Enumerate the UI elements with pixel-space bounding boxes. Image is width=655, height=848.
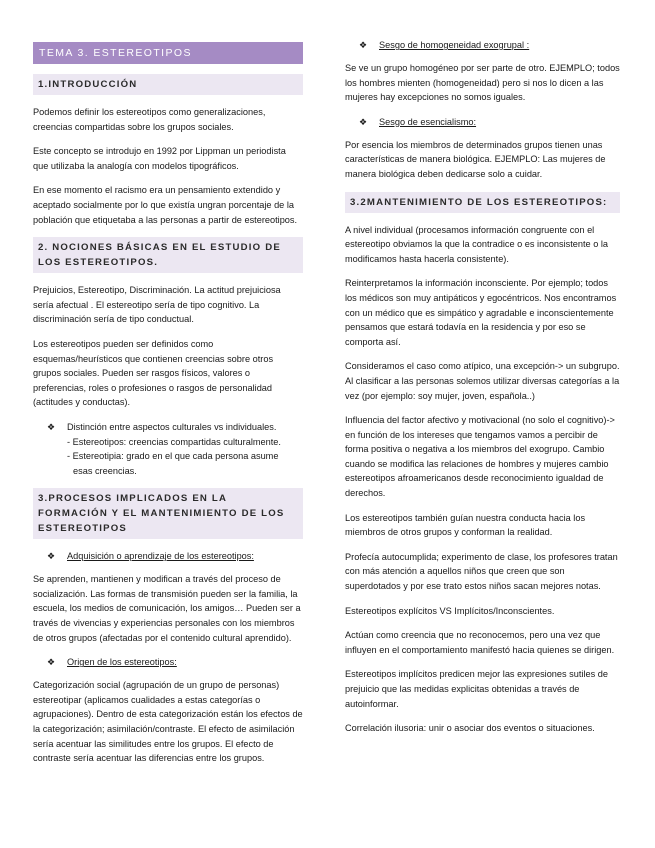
bullet-heading-text: Sesgo de esencialismo: (379, 116, 477, 127)
diamond-bullet-icon: ❖ (359, 40, 368, 50)
paragraph: Podemos definir los estereotipos como generalizaciones, creencias compartidas sobre los grupos sociales. (33, 107, 266, 132)
left-column (33, 42, 303, 776)
bullet-item (33, 420, 303, 478)
bullet-heading (345, 38, 620, 52)
paragraph: Influencia del factor afectivo y motivacional (no solo el cognitivo)-> en función de los intereses que tengamos vamos a percibir de forma positiva o negativa a los miembros del exogrupo. Cambio cuando se modifica las relaciones de hombres y mujeres cambio estereotipos afroamericanos desde reconocimiento igualdad de derechos. (345, 415, 615, 499)
bullet-heading-text: Adquisición o aprendizaje de los estereotipos: (67, 551, 254, 562)
paragraph: Los estereotipos pueden ser definidos como esquemas/heurísticos que contienen creencias sobre otros grupos sociales. Pueden ser rasgos físicos, valores o preferencias, roles o profesiones o rasgos de personalidad (actitudes y conductas). (33, 338, 274, 408)
section-heading-mantenimiento: 3.2MANTENIMIENTO DE LOS ESTEREOTIPOS: (345, 192, 620, 213)
bullet-heading-text: Origen de los estereotipos: (67, 657, 177, 668)
bullet-heading (33, 655, 303, 669)
paragraph: Este concepto se introdujo en 1992 por Lippman un periodista que utilizaba la analogía con modelos tipográficos. (33, 146, 286, 171)
paragraph: A nivel individual (procesamos información congruente con el estereotipo obviamos la que la contradice o es inconsistente o la modificamos hasta hacerla consistente). (345, 224, 609, 264)
paragraph: Categorización social (agrupación de un grupo de personas) estereotipar (aplicamos cualidades a estas categorías o agrupaciones). Dentro de esta categorización están los efectos de la categorización; asimilación/contraste. El efecto de asimilación sería acentuar las similitudes entre los grupos. El efecto de contraste sería acentuar las diferencias entre los grupos. (33, 680, 303, 764)
bullet-line: esas creencias. (73, 465, 137, 476)
paragraph: Estereotipos implícitos predicen mejor las expresiones sutiles de prejuicio que las medidas explicitas obtenidas a través de autoinformar. (345, 669, 608, 709)
paragraph: Reinterpretamos la información inconsciente. Por ejemplo; todos los médicos son muy antipáticos y egocéntricos. Nos encontramos con un médico que es simpático y agradable e inconscientemente pensamos que estará todavía en la residencia y por eso se comporta así. (345, 278, 617, 347)
paragraph: Estereotipos explícitos VS Implícitos/Inconscientes. (345, 605, 555, 616)
paragraph: Profecía autocumplida; experimento de clase, los profesores tratan con más atención a aquellos niños que creen que son superdotados y por ese trato estos niños sacan mejores notas. (345, 551, 618, 592)
diamond-bullet-icon: ❖ (359, 116, 368, 127)
paragraph: Se aprenden, mantienen y modifican a través del proceso de socialización. Las formas de transmisión pueden ser la familia, la escuela, los medios de comunicación, los amigos… Pueden ser a través de vivencias y experiencias personales con los miembros de otros grupos (afectadas por el contenido cultural aprendido). (33, 574, 301, 643)
paragraph: Prejuicios, Estereotipo, Discriminación. La actitud prejuiciosa sería afectual . El estereotipo sería de tipo cognitivo. La discriminación sería de tipo conductual. (33, 285, 281, 325)
paragraph: Consideramos el caso como atípico, una excepción-> un subgrupo. Al clasificar a las personas solemos utilizar diversas categorías a la vez (por ejemplo: soy mujer, joven, española..) (345, 361, 620, 401)
paragraph: Por esencia los miembros de determinados grupos tienen unas características de manera biológica. EJEMPLO: Las mujeres de manera biológica deben dedicarse solo a cuidar. (345, 139, 606, 179)
section-heading-introduccion: 1.INTRODUCCIÓN (33, 74, 303, 95)
bullet-heading (345, 115, 620, 129)
paragraph: Los estereotipos también guían nuestra conducta hacia los miembros de otros grupos y conforman la realidad. (345, 512, 586, 538)
diamond-bullet-icon: ❖ (47, 551, 56, 562)
bullet-heading-text: Sesgo de homogeneidad exogrupal : (379, 40, 530, 50)
section-heading-procesos: 3.PROCESOS IMPLICADOS EN LA FORMACIÓN Y EL MANTENIMIENTO DE LOS ESTEREOTIPOS (33, 488, 303, 539)
paragraph: En ese momento el racismo era un pensamiento extendido y aceptado socialmente por lo que existía ungran porcentaje de la población que etiquetaba a las personas a partir de estereotipos. (33, 185, 298, 225)
document-title: TEMA 3. ESTEREOTIPOS (33, 42, 303, 64)
bullet-line: - Estereotipia: grado en el que cada persona asume (67, 451, 279, 462)
section-heading-nociones: 2. NOCIONES BÁSICAS EN EL ESTUDIO DE LOS ESTEREOTIPOS. (33, 237, 303, 273)
bullet-line: Distinción entre aspectos culturales vs individuales. (67, 421, 277, 432)
paragraph: Correlación ilusoria: unir o asociar dos eventos o situaciones. (345, 723, 595, 734)
paragraph: Se ve un grupo homogéneo por ser parte de otro. EJEMPLO; todos los hombres mienten (homogeneidad) pero si nos lo dicen a las mujeres hay excepciones no somos iguales. (345, 63, 620, 103)
bullet-heading (33, 549, 303, 563)
right-column (345, 38, 620, 746)
bullet-line: - Estereotipos: creencias compartidas culturalmente. (67, 436, 281, 447)
diamond-bullet-icon: ❖ (47, 657, 56, 668)
paragraph: Actúan como creencia que no reconocemos, pero una vez que influyen en el comportamiento manifestó hacia quienes se dirigen. (345, 630, 615, 655)
diamond-bullet-icon: ❖ (47, 421, 56, 432)
